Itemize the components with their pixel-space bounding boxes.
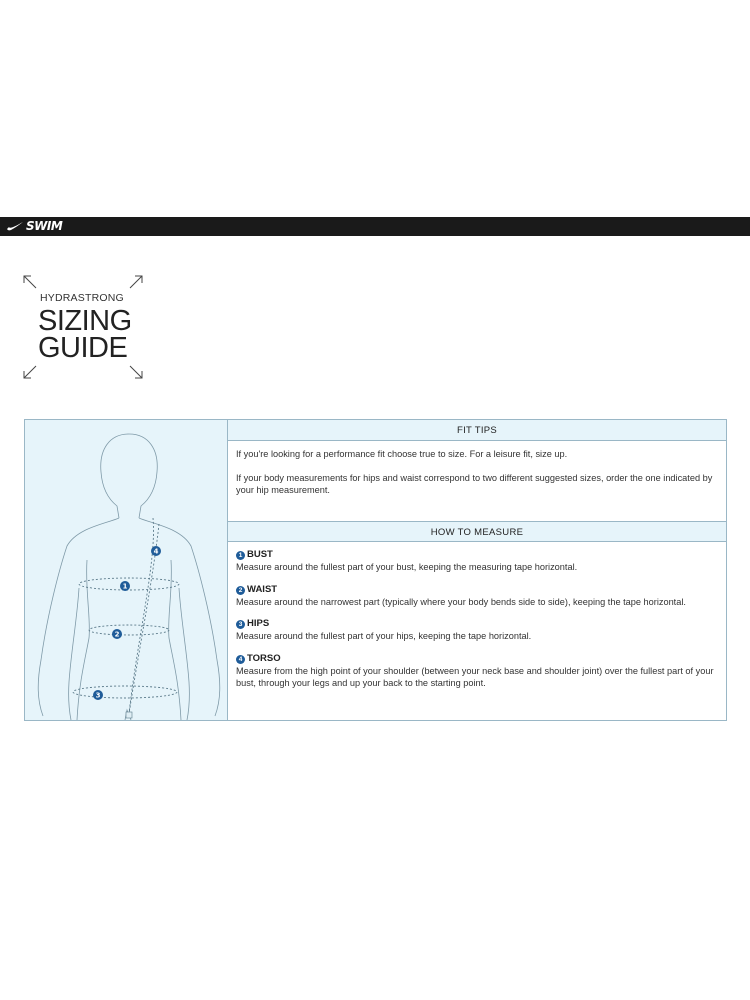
guide-title-block xyxy=(22,274,144,380)
measure-desc: Measure around the fullest part of your bust, keeping the measuring tape horizontal. xyxy=(236,562,578,572)
sizing-panel xyxy=(24,419,727,721)
info-column xyxy=(228,420,726,720)
marker-waist xyxy=(112,629,122,639)
fit-tips-heading: FIT TIPS xyxy=(228,420,726,441)
measure-hips xyxy=(236,618,721,642)
svg-text:3: 3 xyxy=(95,691,101,700)
number-badge: 1 xyxy=(236,551,245,560)
measure-title: WAIST xyxy=(247,584,278,595)
number-badge: 3 xyxy=(236,620,245,629)
measure-bust xyxy=(236,549,721,573)
svg-text:4: 4 xyxy=(153,547,159,556)
number-badge: 4 xyxy=(236,655,245,664)
measure-desc: Measure around the fullest part of your hips, keeping the tape horizontal. xyxy=(236,631,532,641)
measure-desc: Measure from the high point of your shoulder (between your neck base and shoulder joint) over the fullest part of your bust, through your legs and up your back to the starting point. xyxy=(236,666,714,688)
swoosh-icon xyxy=(6,219,24,233)
fit-tip-2: If your body measurements for hips and waist correspond to two different suggested sizes, order the one indicated by your hip measurement. xyxy=(236,473,713,495)
svg-text:1: 1 xyxy=(122,582,128,591)
body-figure xyxy=(25,420,228,720)
measure-title: TORSO xyxy=(247,653,281,664)
marker-hips xyxy=(93,690,103,700)
measure-title: HIPS xyxy=(247,618,270,629)
guide-title-line2: GUIDE xyxy=(38,332,128,364)
marker-bust xyxy=(120,581,130,591)
body-outline-illustration xyxy=(25,420,228,720)
measure-torso xyxy=(236,653,721,689)
guide-subtitle: HYDRASTRONG xyxy=(40,292,124,304)
brand-name: SWIM xyxy=(26,219,63,233)
how-to-measure-heading: HOW TO MEASURE xyxy=(228,521,726,542)
brand-bar xyxy=(0,217,750,236)
measure-waist xyxy=(236,584,721,608)
measure-title: BUST xyxy=(247,549,273,560)
measure-desc: Measure around the narrowest part (typically where your body bends side to side), keeping the tape horizontal. xyxy=(236,597,686,607)
marker-torso xyxy=(151,546,161,556)
svg-text:2: 2 xyxy=(114,630,120,639)
fit-tip-1: If you're looking for a performance fit choose true to size. For a leisure fit, size up. xyxy=(236,449,568,459)
number-badge: 2 xyxy=(236,586,245,595)
guide-title-line1: SIZING xyxy=(38,305,132,337)
